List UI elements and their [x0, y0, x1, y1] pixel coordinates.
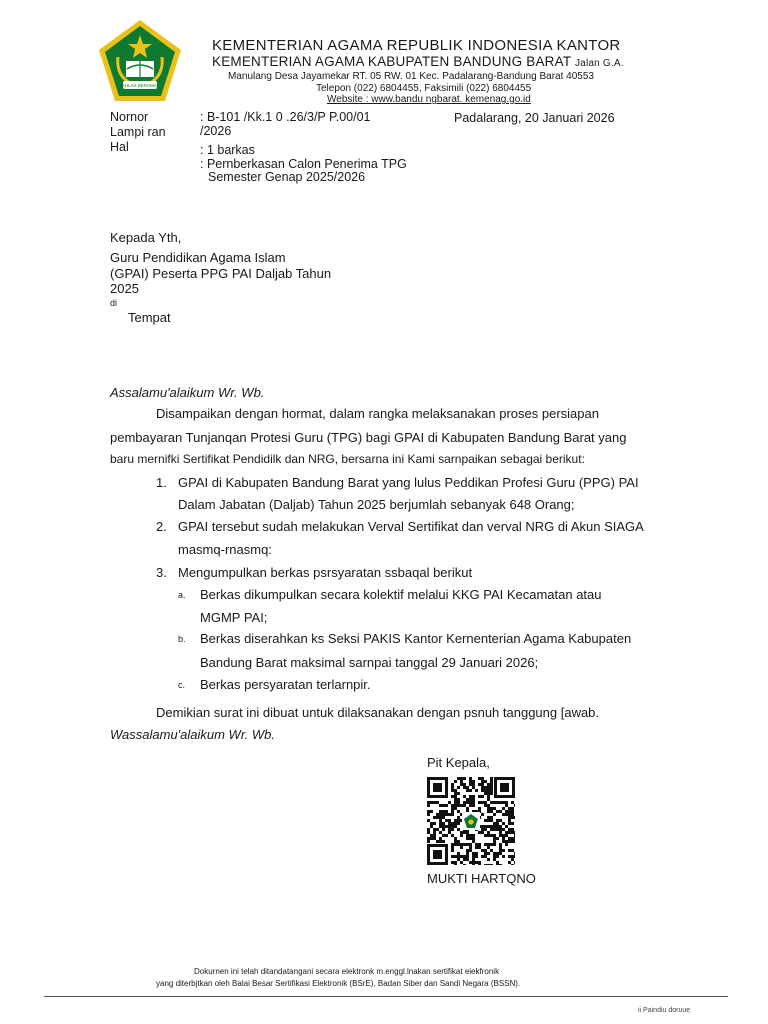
header-line-2: [212, 54, 624, 69]
header-address: Manulang Desa Jayamekar RT. 05 RW. 01 Kec. Padalarang-Bandung Barat 40553: [228, 71, 594, 82]
signature-title: Pit Kepala,: [427, 755, 490, 770]
place-date: Padalarang, 20 Januari 2026: [454, 111, 615, 125]
hal-value: : Pernberkasan Calon Penerima TPG: [200, 157, 407, 171]
header-phone: Telepon (022) 6804455, Faksimili (022) 6804455: [316, 83, 532, 94]
item-3-line-1: Mengumpulkan berkas psrsyaratan ssbaqal berikut: [178, 565, 473, 580]
header-street: Jalan G.A.: [574, 58, 624, 69]
item-1-line-1: GPAI di Kabupaten Bandung Barat yang lulus Peddikan Profesi Guru (PPG) PAI: [178, 475, 639, 490]
nomor-label: Nornor: [110, 110, 149, 124]
footer-corner-note: ii Paindiu doruue: [638, 1007, 691, 1014]
paragraph-1-line-1: Disampaikan dengan hormat, dalam rangka melaksanakan proses persiapan: [156, 406, 599, 421]
item-1-number: 1.: [156, 475, 167, 490]
sub-item-a-letter: a.: [178, 590, 186, 600]
lampiran-value: : 1 barkas: [200, 143, 255, 157]
sub-item-c-letter: c.: [178, 680, 186, 690]
hal-value-cont: Semester Genap 2025/2026: [208, 170, 366, 184]
signer-name: MUKTI HARTQNO: [427, 871, 536, 886]
sub-item-a-line-1: Berkas dikumpulkan secara kolektif melalui KKG PAI Kecamatan atau: [200, 587, 602, 602]
sub-item-c-line-1: Berkas persyaratan terlarnpir.: [200, 677, 371, 692]
sub-item-a-line-2: MGMP PAI;: [200, 610, 268, 625]
recipient-di: di: [110, 298, 118, 308]
header-line-1: KEMENTERIAN AGAMA REPUBLIK INDONESIA KANTOR: [212, 37, 621, 54]
footer-line-2: yang diterbjtkan oleh Balai Besar Sertifikasi Elektronik (BSrE), Badan Siber dan Sandi Negara (BSSN).: [156, 979, 521, 988]
hal-label: Hal: [110, 140, 129, 154]
closing-salam: Wassalamu'alaikum Wr. Wb.: [110, 727, 276, 742]
header-website[interactable]: Website : www.bandu ngbarat. kemenag.go.id: [327, 94, 531, 105]
qr-code-signature: [427, 777, 515, 865]
header-office-name: KEMENTERIAN AGAMA KABUPATEN BANDUNG BARAT: [212, 54, 572, 69]
item-2-line-1: GPAI tersebut sudah melakukan Verval Sertifikat dan verval NRG di Akun SIAGA: [178, 519, 644, 534]
svg-text:IKHLAS BERAMAL: IKHLAS BERAMAL: [120, 83, 160, 88]
recipient-line-1: Guru Pendidikan Agama Islam: [110, 250, 286, 265]
footer-divider: [44, 996, 728, 997]
closing-line-1: Demikian surat ini dibuat untuk dilaksanakan dengan psnuh tanggung [awab.: [156, 705, 600, 720]
item-1-line-2: Dalam Jabatan (Daljab) Tahun 2025 berjumlah sebanyak 648 Orang;: [178, 497, 575, 512]
sub-item-b-line-1: Berkas diserahkan ks Seksi PAKIS Kantor Kernenterian Agama Kabupaten: [200, 631, 632, 646]
sub-item-b-letter: b.: [178, 634, 186, 644]
item-2-line-2: masmq-rnasmq:: [178, 542, 272, 557]
recipient-line-2: (GPAI) Peserta PPG PAI Daljab Tahun: [110, 266, 332, 281]
lampiran-label: Lampi ran: [110, 125, 166, 139]
recipient-kepada: Kepada Yth,: [110, 230, 182, 245]
item-2-number: 2.: [156, 519, 167, 534]
footer-line-1: Dokurnen ini telah ditandatangani secara elektronk m.enggl.lnakan sertifikat eiekfronik: [194, 967, 500, 976]
paragraph-1-line-2: pembayaran Tunjanqan Protesi Guru (TPG) bagi GPAI di Kabupaten Bandung Barat yang: [110, 430, 627, 445]
kemenag-logo: [96, 17, 184, 105]
recipient-line-3: 2025: [110, 281, 139, 296]
item-3-number: 3.: [156, 565, 167, 580]
salam-opening: Assalamu'alaikum Wr. Wb.: [110, 385, 265, 400]
sub-item-b-line-2: Bandung Barat maksimal sarnpai tanggal 29 Januari 2026;: [200, 655, 539, 670]
nomor-value: : B-101 /Kk.1 0 .26/3/P P.00/01: [200, 110, 371, 124]
paragraph-1-line-3: baru mernifki Sertifikat Pendidilk dan NRG, bersarna ini Kami sarnpaikan sebagai berikut:: [110, 452, 585, 466]
nomor-value-cont: /2026: [200, 124, 232, 138]
recipient-tempat: Tempat: [128, 310, 171, 325]
